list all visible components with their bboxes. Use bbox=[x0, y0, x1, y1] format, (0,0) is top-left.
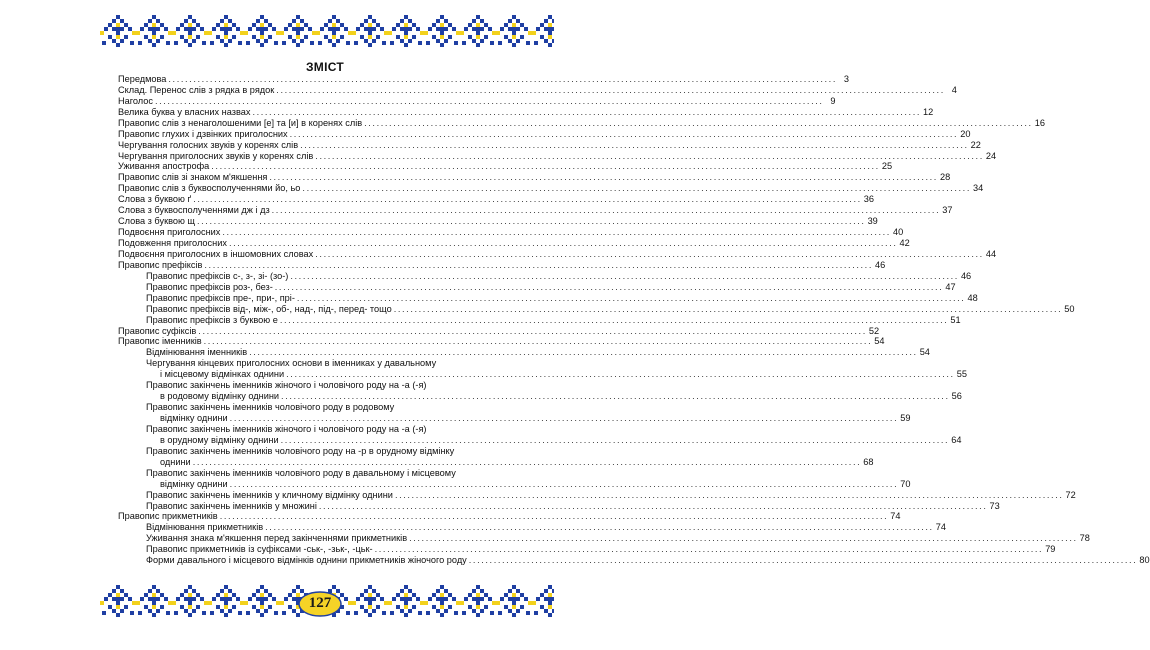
toc-entry bbox=[118, 468, 518, 479]
toc-entry-text: Відмінювання іменників bbox=[146, 347, 248, 358]
dot-leader bbox=[168, 74, 837, 85]
toc-entry-text: Подвоєння приголосних в іншомовних словах bbox=[118, 248, 314, 259]
toc-entry bbox=[118, 194, 875, 205]
toc-entry bbox=[118, 336, 885, 348]
toc-entry-text: Правопис закінчень іменників чоловічого роду в давальному і місцевому bbox=[146, 467, 456, 478]
toc-entry-text: Правопис закінчень іменників чоловічого роду на -р в орудному відмінку bbox=[146, 445, 455, 456]
toc-entry-page: 56 bbox=[951, 391, 962, 402]
dot-leader bbox=[290, 129, 959, 140]
toc-entry-page: 40 bbox=[892, 227, 904, 238]
toc-entry-text: в орудному відмінку однини bbox=[160, 434, 279, 445]
dot-leader bbox=[315, 151, 984, 162]
toc-entry bbox=[118, 413, 911, 424]
toc-entry-text: Чергування кінцевих приголосних основи в іменниках у давальному bbox=[146, 358, 437, 369]
page-number-badge bbox=[298, 591, 342, 617]
dot-leader bbox=[204, 336, 873, 347]
toc-entry-page: 34 bbox=[973, 183, 984, 194]
toc-entry-page: 44 bbox=[985, 248, 997, 259]
toc-entry bbox=[118, 150, 997, 162]
toc-entry-text: Правопис закінчень іменників жіночого і чоловічого роду на -а (-я) bbox=[146, 380, 427, 391]
toc-entry-page: 36 bbox=[863, 194, 875, 205]
toc-entry bbox=[118, 183, 984, 194]
toc-entry bbox=[118, 248, 997, 260]
toc-entry-text: Правопис прикметників bbox=[118, 511, 218, 522]
dot-leader bbox=[290, 271, 959, 282]
toc-entry-page: 79 bbox=[1045, 544, 1056, 555]
toc-entry bbox=[118, 95, 836, 107]
dot-leader bbox=[394, 304, 1063, 315]
toc-entry-text: однини bbox=[160, 456, 191, 467]
toc-entry-page: 42 bbox=[899, 238, 910, 249]
toc-entry bbox=[118, 555, 1150, 566]
dot-leader bbox=[276, 85, 945, 96]
toc-entry-page: 4 bbox=[951, 84, 957, 95]
toc-entry-text: Правопис закінчень іменників у множині bbox=[146, 500, 317, 511]
toc-entry-text: Правопис префіксів пре-, при-, прі- bbox=[146, 292, 295, 303]
toc-entry bbox=[118, 402, 518, 413]
toc-entry bbox=[118, 128, 971, 140]
dot-leader bbox=[222, 227, 891, 238]
toc-entry-text: Чергування голосних звуків у коренях слів bbox=[118, 139, 299, 150]
toc-entry-page: 73 bbox=[989, 500, 1000, 511]
toc-entry-text: Правопис префіксів з буквою е bbox=[146, 314, 278, 325]
toc-entry bbox=[118, 369, 967, 380]
toc-entry-text: Правопис слів з буквосполученнями йо, ьо bbox=[118, 183, 301, 194]
toc-entry-page: 54 bbox=[874, 336, 885, 347]
toc-entry-page: 46 bbox=[960, 270, 972, 281]
toc-entry-text: Відмінювання прикметників bbox=[146, 522, 264, 533]
dot-leader bbox=[229, 238, 898, 249]
toc-entry-text: Правопис глухих і дзвінких приголосних bbox=[118, 128, 288, 139]
toc-entry bbox=[118, 511, 901, 523]
toc-entry-text: Слова з буквою ґ bbox=[118, 194, 192, 205]
toc-entry-text: Подвоєння приголосних bbox=[118, 227, 221, 238]
toc-entry-page: 64 bbox=[951, 434, 962, 445]
toc-entry-text: Правопис префіксів bbox=[118, 259, 203, 270]
dot-leader bbox=[211, 161, 880, 172]
dot-leader bbox=[193, 194, 862, 205]
dot-leader bbox=[198, 326, 867, 337]
toc-entry-text: Велика буква у власних назвах bbox=[118, 106, 251, 117]
toc-entry-page: 3 bbox=[843, 73, 849, 84]
toc-entry-text: Склад. Перенос слів з рядка в рядок bbox=[118, 84, 275, 95]
toc-entry bbox=[118, 544, 1056, 555]
toc-entry-page: 16 bbox=[1034, 117, 1045, 128]
dot-leader bbox=[286, 369, 955, 380]
dot-leader bbox=[193, 457, 862, 468]
toc-entry-text: Правопис префіксів від-, між-, об-, над-, під-, перед- тощо bbox=[146, 303, 392, 314]
toc-entry-page: 55 bbox=[956, 369, 967, 380]
toc-entry-page: 9 bbox=[830, 95, 836, 106]
dot-leader bbox=[204, 260, 873, 271]
toc-entry-text: Правопис закінчень іменників у кличному відмінку однини bbox=[146, 489, 393, 500]
toc-entry-text: Уживання апострофа bbox=[118, 161, 210, 172]
toc-entry-page: 80 bbox=[1139, 555, 1150, 566]
toc-entry bbox=[118, 139, 981, 151]
toc-entry-page: 78 bbox=[1079, 533, 1090, 544]
toc-entry-text: Правопис префіксів роз-, без- bbox=[146, 281, 273, 292]
toc-entry-text: Правопис префіксів с-, з-, зі- (зо-) bbox=[146, 270, 289, 281]
dot-leader bbox=[315, 249, 984, 260]
dot-leader bbox=[220, 511, 889, 522]
toc-entry bbox=[118, 380, 518, 391]
toc-entry-page: 52 bbox=[868, 325, 880, 336]
toc-entry-text: Чергування приголосних звуків у коренях слів bbox=[118, 150, 314, 161]
dot-leader bbox=[249, 347, 918, 358]
toc-entry-page: 51 bbox=[950, 314, 961, 325]
toc-entry-text: відмінку однини bbox=[160, 413, 228, 424]
dot-leader bbox=[252, 107, 921, 118]
toc-entry-page: 39 bbox=[867, 216, 878, 227]
toc-entry bbox=[118, 325, 880, 337]
dot-leader bbox=[280, 315, 949, 326]
toc-entry bbox=[118, 434, 962, 446]
toc-entry-page: 59 bbox=[900, 413, 911, 424]
toc-entry-page: 20 bbox=[960, 128, 971, 139]
toc-entry bbox=[118, 489, 1076, 501]
toc-entry-page: 74 bbox=[890, 511, 901, 522]
toc-entry bbox=[118, 205, 953, 216]
toc-entry-text: Правопис закінчень іменників чоловічого роду в родовому bbox=[146, 402, 395, 413]
toc-entry-page: 25 bbox=[881, 161, 893, 172]
dot-leader bbox=[281, 391, 950, 402]
toc-entry-page: 24 bbox=[985, 150, 997, 161]
dot-leader bbox=[319, 501, 988, 512]
toc-entry-page: 54 bbox=[919, 347, 930, 358]
toc-entry bbox=[118, 303, 1075, 315]
dot-leader bbox=[302, 183, 971, 194]
top-ornament-border bbox=[100, 14, 554, 48]
dot-leader bbox=[297, 293, 966, 304]
toc-entry bbox=[118, 270, 972, 282]
embroidery-pattern-icon bbox=[100, 14, 554, 48]
dot-leader bbox=[469, 555, 1138, 566]
toc-entry bbox=[118, 84, 957, 96]
dot-leader bbox=[300, 140, 969, 151]
toc-entry-text: Правопис прикметників із суфіксами -ськ-, -зьк-, -цьк- bbox=[146, 544, 373, 555]
toc-entry-page: 37 bbox=[942, 205, 953, 216]
toc-entry bbox=[118, 73, 849, 85]
toc-entry-page: 72 bbox=[1065, 489, 1076, 500]
toc-entry bbox=[118, 292, 978, 304]
toc-entry bbox=[118, 281, 956, 293]
toc-entry-text: Подовження приголосних bbox=[118, 238, 227, 249]
toc-entry-page: 47 bbox=[945, 281, 956, 292]
toc-entry-page: 50 bbox=[1064, 303, 1075, 314]
toc-entry-text: Передмова bbox=[118, 73, 167, 84]
toc-entry bbox=[118, 533, 1090, 544]
toc-title: ЗМІСТ bbox=[305, 60, 345, 74]
dot-leader bbox=[364, 118, 1033, 129]
toc-entry-text: в родовому відмінку однини bbox=[160, 391, 280, 402]
toc-entry bbox=[118, 358, 518, 369]
toc-entry bbox=[118, 446, 518, 457]
dot-leader bbox=[375, 544, 1044, 555]
toc-entry-text: Правопис іменників bbox=[118, 336, 202, 347]
toc-entry-page: 46 bbox=[874, 259, 886, 270]
dot-leader bbox=[155, 96, 824, 107]
toc-entry-text: Правопис суфіксів bbox=[118, 325, 197, 336]
toc-entry-text: Уживання знака м'якшення перед закінченнями прикметників bbox=[146, 533, 408, 544]
dot-leader bbox=[197, 216, 866, 227]
toc-entry-page: 28 bbox=[939, 172, 951, 183]
toc-entry-page: 74 bbox=[935, 522, 946, 533]
toc-entry bbox=[118, 227, 904, 238]
toc-entry-page: 22 bbox=[970, 139, 981, 150]
dot-leader bbox=[269, 172, 938, 183]
toc-entry bbox=[118, 172, 951, 183]
toc-entry-page: 48 bbox=[967, 292, 978, 303]
toc-entry-page: 68 bbox=[863, 456, 874, 467]
dot-leader bbox=[275, 282, 944, 293]
toc-entry-page: 12 bbox=[923, 106, 934, 117]
toc-entry bbox=[118, 106, 934, 118]
table-of-contents bbox=[118, 73, 1150, 566]
toc-entry-page: 70 bbox=[900, 478, 911, 489]
page-number: 127 bbox=[308, 595, 332, 611]
toc-entry-text: Правопис слів зі знаком м'якшення bbox=[118, 172, 268, 183]
dot-leader bbox=[230, 479, 899, 490]
toc-entry bbox=[118, 161, 893, 173]
toc-entry-text: Слова з буквою щ bbox=[118, 216, 195, 227]
toc-entry bbox=[118, 391, 962, 402]
toc-entry bbox=[118, 314, 961, 326]
dot-leader bbox=[395, 490, 1064, 501]
toc-entry bbox=[118, 238, 910, 249]
dot-leader bbox=[265, 522, 934, 533]
toc-entry-text: Слова з буквосполученнями дж і дз bbox=[118, 205, 270, 216]
toc-entry bbox=[118, 500, 1000, 512]
toc-entry-text: Форми давального і місцевого відмінків однини прикметників жіночого роду bbox=[146, 555, 467, 566]
toc-entry-text: Правопис закінчень іменників жіночого і чоловічого роду на -а (-я) bbox=[146, 423, 427, 434]
toc-entry-text: Правопис слів з ненаголошеними [е] та [и] в коренях слів bbox=[118, 117, 363, 128]
dot-leader bbox=[409, 533, 1078, 544]
toc-entry bbox=[118, 347, 930, 358]
toc-entry-text: Наголос bbox=[118, 95, 153, 106]
toc-entry bbox=[118, 216, 878, 227]
toc-entry-text: відмінку однини bbox=[160, 478, 228, 489]
toc-entry bbox=[118, 259, 886, 271]
toc-entry bbox=[118, 478, 911, 490]
dot-leader bbox=[230, 413, 899, 424]
dot-leader bbox=[272, 205, 941, 216]
toc-entry bbox=[118, 424, 518, 435]
toc-entry-text: і місцевому відмінках однини bbox=[160, 369, 285, 380]
toc-entry bbox=[118, 456, 874, 468]
toc-entry bbox=[118, 117, 1045, 129]
toc-entry bbox=[118, 522, 946, 533]
dot-leader bbox=[281, 435, 950, 446]
